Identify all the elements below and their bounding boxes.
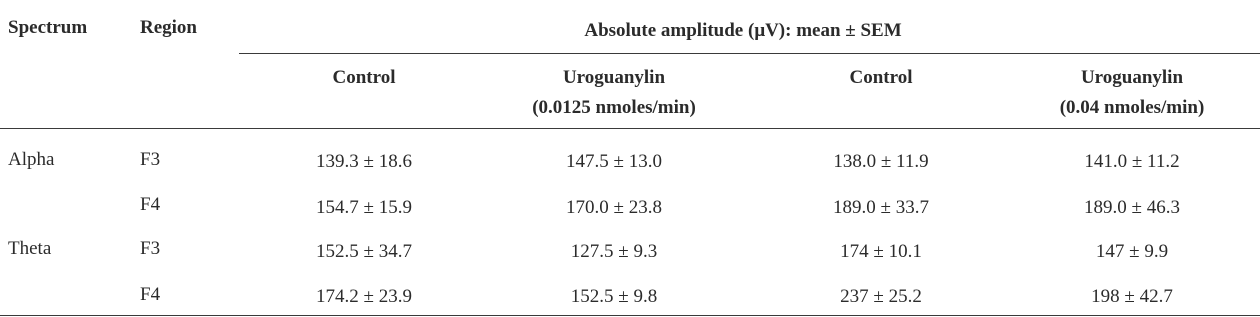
row-4-region: F4	[140, 284, 161, 305]
header-spectrum: Spectrum	[8, 17, 88, 38]
col-header-1-line1: Control	[332, 67, 396, 88]
bottom-rule	[0, 315, 1260, 316]
row-1-cell-3: 138.0 ± 11.9	[833, 151, 929, 172]
row-4-cell-1: 174.2 ± 23.9	[316, 286, 412, 307]
col-header-3-line1: Control	[849, 67, 913, 88]
row-2-region: F4	[140, 194, 161, 215]
row-1-cell-2: 147.5 ± 13.0	[566, 151, 662, 172]
group-underline	[239, 53, 1260, 54]
row-4-cell-4: 198 ± 42.7	[1091, 286, 1173, 307]
col-header-2-line2: (0.0125 nmoles/min)	[532, 97, 696, 118]
row-3-region: F3	[140, 238, 161, 259]
row-1-region: F3	[140, 149, 161, 170]
row-3-cell-4: 147 ± 9.9	[1095, 241, 1169, 262]
row-1-cell-1: 139.3 ± 18.6	[316, 151, 412, 172]
header-group-title: Absolute amplitude (μV): mean ± SEM	[584, 20, 902, 41]
row-3-cell-3: 174 ± 10.1	[840, 241, 922, 262]
row-1-spectrum: Alpha	[8, 149, 55, 170]
row-3-spectrum: Theta	[8, 238, 52, 259]
row-4-cell-3: 237 ± 25.2	[840, 286, 922, 307]
header-region: Region	[140, 17, 197, 38]
header-rule	[0, 128, 1260, 129]
row-3-cell-1: 152.5 ± 34.7	[316, 241, 412, 262]
row-4-cell-2: 152.5 ± 9.8	[570, 286, 658, 307]
col-header-4-line2: (0.04 nmoles/min)	[1059, 97, 1205, 118]
col-header-2-line1: Uroguanylin	[562, 67, 666, 88]
row-2-cell-3: 189.0 ± 33.7	[833, 197, 929, 218]
row-1-cell-4: 141.0 ± 11.2	[1084, 151, 1180, 172]
row-2-cell-1: 154.7 ± 15.9	[316, 197, 412, 218]
row-3-cell-2: 127.5 ± 9.3	[570, 241, 658, 262]
col-header-4-line1: Uroguanylin	[1080, 67, 1184, 88]
row-2-cell-2: 170.0 ± 23.8	[566, 197, 662, 218]
row-2-cell-4: 189.0 ± 46.3	[1084, 197, 1180, 218]
